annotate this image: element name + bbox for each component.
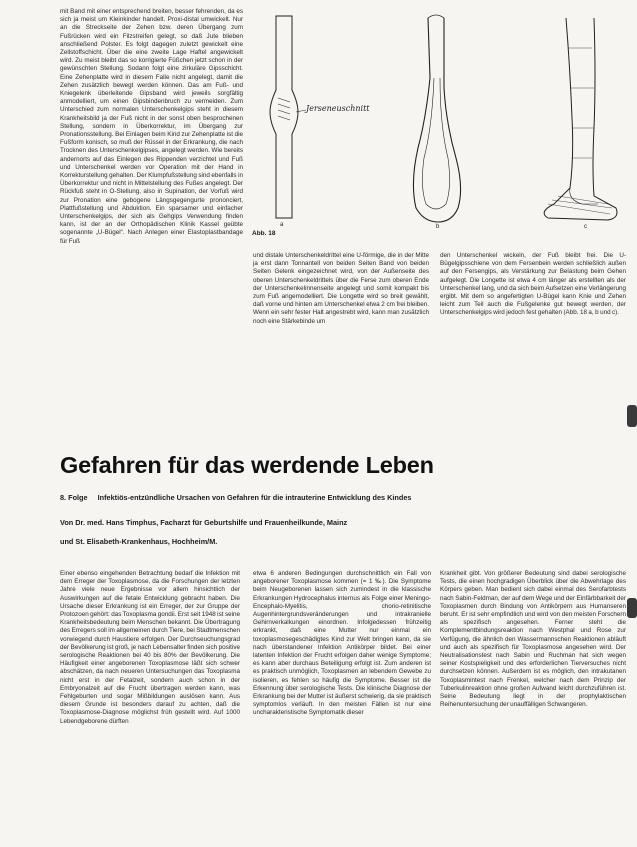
author-affiliation: und St. Elisabeth-Krankenhaus, Hochheim/M. — [60, 537, 218, 546]
article-text-column-bottom-left — [60, 570, 240, 726]
figure-c-leg — [544, 18, 617, 220]
body-paragraph: Einer ebenso eingehenden Betrachtung bedarf die Infektion mit dem Erreger der Toxoplasmose, da die Forschungen der letzten Jahre viele neue Ergebnisse vor allem hinsichtlich der Auswirkungen auf die fetale Entwicklung gebracht haben. Die Ursache dieser Erkrankung ist ein Erreger, der zur Gruppe der Protozoen gehört: das Toxoplasma gondii. Erst seit 1948 ist seine Krankheitsbedeutung beim Menschen bekannt. Die Übertragung des Erregers soll im allgemeinen durch Tiere, bei Stadtmenschen vorwiegend durch Haustiere erfolgen. Der Durchseuchungsgrad der Bevölkerung ist groß, je nach Lebensalter finden sich positive serologische Reaktionen bei 40 bis 80% der Bevölkerung. Die Häufigkeit einer angeborenen Toxoplasmose läßt sich schwer abschätzen, da nach neueren Untersuchungen das Toxoplasma nicht erst in der Fetalzeit, sondern auch schon in der Embryonalzeit auf die Frucht übertragen werden kann, was Fehlgeburten und sogar Mißbildungen auslösen kann. Aus diesem Grunde ist besonders darauf zu achten, daß die Toxoplasmose-Diagnose möglichst früh gestellt wird. Auf 1000 Lebendgeborene dürften — [60, 570, 240, 725]
figure-label-b: b — [436, 224, 440, 230]
orthopedic-figure — [248, 8, 628, 236]
article-text-column-top-middle — [253, 252, 429, 326]
body-paragraph: mit Band mit einer entsprechend breiten, besser fehrenden, da es sich ja meist um Kleinkinder handelt. Proxi-distal umwickelt. Nur an die Streckseite der Zehen bzw. deren Übergang zum Fußrücken wird ein Filzstreifen gelegt, so daß Jute blieben anschließend Polster. Es folgt dagegen zuletzt gewickelt eine Zellstoffschicht. Über die eine zweite Lage Haftel angewickelt wird. Zu meist bleibt das so korrigierte Füßchen jetzt schon in der gewünschten Stellung. Sodann folgt eine zirkuläre Gipsschicht. Eine Zehenplatte wird in diesem Falle nicht angelegt, damit die Zehen zusätzlich bewegt werden können. Das am Fuß- und Kniegelenk überleitende Gipsband wird jeweils sorgfältig anmodelliert, um einen Gipsbindenbruch zu vermeiden. Zum Unterschied zum normalen Unterschenkelgips steht in diesem Krankheitsbild ja der Fuß nicht in der sonst oben besprochenen Stellung, sondern in Überkorrektur, im Übergang zur Pronationsstellung. Bei Einlagen beim Kind zur Zehenplatte ist die Fußform konisch, so muß der Rüssel in der Erkrankung, die nach Trocknen des Unterschenkelgipses, angelegt werden. Wie bereits andernorts auf das Einlegen des Rippenden verzichtet und Fuß und Unterschenkel werden vor Operation mit der Hand in Korrekturstellung gehalten. Der Klumpfußstellung sind ebenfalls in Überkorrektur und nicht in Mittelstellung des Fußes angelegt. Der Rückfuß steht in O-Stellung, also in Supination, der Vorfuß wird zur Pronation eine gebogene Längsgegengurte prononciert, Plattfußstellung und Abduktion. Ein sparsamer und einfacher Unterschenkelgips, der sich als Gehgips Verwendung finden kann, ist der an der Orthopädischen Klinik Kassel geübte sogenannte „U-Bügel“. Nach Anlegen einer Elastoplastbandage für Fuß — [60, 8, 243, 245]
figure-illustration — [248, 8, 628, 236]
article-text-column-bottom-right — [440, 570, 626, 709]
figure-caption: Abb. 18 — [252, 230, 276, 237]
handwritten-annotation: Jerseneuschnitt — [306, 104, 370, 113]
series-number: 8. Folge — [60, 493, 88, 502]
body-paragraph: etwa 6 anderen Bedingungen durchschnittlich ein Fall von angeborener Toxoplasmose kommen (= 1 ‰). Die Symptome beim Neugeborenen lassen sich zumindest in die klassische Erkrankungen Hydrocephalus internus als Folge einer Meningo-Encephalo-Myelitis, chorio-retinitische Augenhintergrundsveränderungen und intrakranielle Gehirnverkalkungen einordnen. Infolgedessen frühzeitig erkrankt, daß eine Mutter nur einmal ein toxoplasmosegeschädigtes Kind zur Welt bringen kann, da sie nach überstandener Infektion Antikörper bildet. Bei einer latenten Infektion der Frucht erfolgen daher wenige Symptome; es kann aber durchaus Beteiligung erfolgt ist. Zum anderen ist es praktisch unmöglich, Toxoplasmen an lebendem Gewebe zu isolieren, es fehlen so häufig die Symptome. Besser ist die Erkennung über serologische Tests. Die klinische Diagnose der Erkrankung bei der Mutter ist äußerst schwierig, da sie praktisch symptomlos verläuft. In den meisten Fällen ist nur eine uncharakteristische Symptomatik dieser — [253, 570, 431, 717]
body-paragraph: Krankheit gibt. Von größerer Bedeutung sind dabei serologische Tests, die einen hochgradigen Überblick über die Abwehrlage des Körpers geben. Man bedient sich dabei einmal des Serofarbtests nach Sabin-Feldman, der auf dem Wege und der Einfärbbarkeit der Toxoplasmen durch Bindung von Antikörpern aus Humanseren beruht. Er ist sehr empfindlich und wird von den meisten Forschern als spezifisch angesehen. Ferner steht die Komplementbindungsreaktion nach Westphal und Rose zur Verfügung, die ähnlich den Wassermannschen Reaktionen abläuft und auch als spezifisch für Toxoplasmose angesehen wird. Der Neutralisationstest nach Sabin und Ruchman hat sich wegen seiner Kostspieligkeit und des erforderlichen Tierversuches nicht durchsetzen können. Außerdem ist es möglich, den intrakutanen Toxoplasmintest nach Frenkel, welcher nach dem Prinzip der Tuberkulinreaktion ohne großen Aufwand leicht durchzuführen ist. Seine Bedeutung liegt in der prophylaktischen Reihenuntersuchung der unauffälligen Schwangeren. — [440, 570, 626, 709]
figure-label-c: c — [584, 224, 587, 230]
figure-b-splint — [413, 15, 460, 222]
article-headline: Gefahren für das werdende Leben — [60, 452, 434, 478]
binding-gutter-mark — [627, 405, 637, 427]
figure-a-strip — [270, 16, 298, 218]
article-subtitle: Infektiös-entzündliche Ursachen von Gefahren für die intrauterine Entwicklung des Kindes — [97, 493, 412, 502]
article-text-column-bottom-middle — [253, 570, 431, 718]
article-subtitle-row — [60, 493, 630, 502]
figure-label-a: a — [280, 222, 284, 228]
body-paragraph: den Unterschenkel wickeln, der Fuß bleibt frei. Die U-Bügelgipsschiene von dem Fersenbein werden schließlich außen auf den Fersengips, als Verstärkung zur Belastung beim Gehen aufgelegt. Die Longette ist etwa 4 cm länger als erstellten als der Unterschenkel lang, und da sich beim Aufsetzen eine Verlängerung ergibt. Mit dem so angefertigten U-Bügel kann Knie und Zehen leicht zum Teil auch die Fußgelenke gut bewegt werden, der Unterschenkelgips wird jedoch fest gehalten (Abb. 18 a, b und c). — [440, 252, 626, 317]
author-line: Von Dr. med. Hans Timphus, Facharzt für Geburtshilfe und Frauenheilkunde, Mainz — [60, 518, 348, 527]
article-text-column-top-left — [60, 8, 243, 246]
body-paragraph: und distale Unterschenkeldrittel eine U-förmige, die in der Mitte ja erst dann Tonnantell von beiden Seiten Band von beiden Seiten Gelenk eingezeichnet wird, von der Außenseite des oberen Unterschenkeldrittels über die Ferse zum oberen Ende der Unterschenkelinnenseite angelegt und somit kompakt bis zum Fuß angemodelliert. Die Longette wird so breit gewählt, daß vorne und hinten am Unterschenkel etwa 2 cm frei bleiben. Wenn ein sehr fester Halt angestrebt wird, kann man zusätzlich noch eine Stärkebinde um — [253, 252, 429, 325]
article-text-column-top-right — [440, 252, 626, 318]
binding-gutter-mark — [627, 598, 637, 618]
